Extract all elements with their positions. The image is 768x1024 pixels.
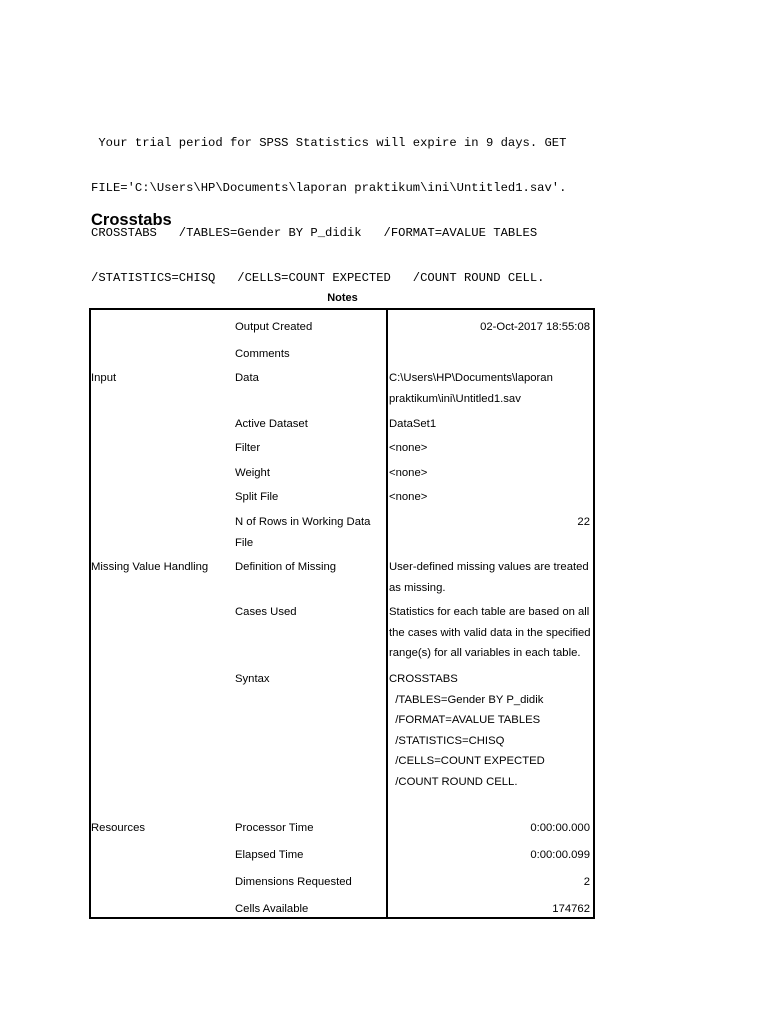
row-label — [235, 414, 383, 435]
row-label-line: Filter — [235, 442, 261, 454]
row-label-line: Cases Used — [235, 606, 297, 618]
row-value — [389, 317, 590, 338]
row-label — [235, 899, 383, 920]
row-label-line: Syntax — [235, 673, 270, 685]
syntax-log — [91, 106, 611, 301]
row-label — [235, 317, 383, 338]
row-label-line: Split File — [235, 491, 279, 503]
row-label-line: File — [235, 536, 254, 549]
row-value — [389, 487, 590, 508]
row-label-line: Output Created — [235, 321, 313, 333]
log-line: FILE='C:\Users\HP\Documents\laporan praktikum\ini\Untitled1.sav'. — [91, 181, 567, 195]
row-label — [235, 344, 383, 365]
row-value-line: 02-Oct-2017 18:55:08 — [480, 321, 590, 333]
row-value — [389, 557, 590, 598]
row-label — [235, 602, 383, 623]
row-value-line: /COUNT ROUND CELL. — [389, 775, 518, 788]
log-line: /STATISTICS=CHISQ /CELLS=COUNT EXPECTED /COUNT ROUND CELL. — [91, 271, 545, 285]
row-label-line: Processor Time — [235, 822, 314, 834]
row-label — [235, 818, 383, 839]
row-value — [389, 602, 590, 664]
row-value-line: 22 — [577, 516, 590, 528]
row-group-label: Resources — [91, 822, 145, 834]
row-value-line: Statistics for each table are based on all — [389, 606, 590, 618]
row-value-line: <none> — [389, 442, 428, 454]
row-value-line: C:\Users\HP\Documents\laporan — [389, 372, 553, 384]
row-value-line: range(s) for all variables in each table. — [389, 647, 581, 660]
table-caption: Notes — [327, 292, 358, 304]
row-value-line: /FORMAT=AVALUE TABLES — [389, 714, 541, 727]
row-value — [389, 512, 590, 533]
row-value-line: /CELLS=COUNT EXPECTED — [389, 755, 545, 768]
row-label-line: Dimensions Requested — [235, 876, 352, 888]
row-label — [235, 438, 383, 459]
row-label — [235, 557, 383, 578]
row-label-line: Active Dataset — [235, 418, 308, 430]
log-line: Your trial period for SPSS Statistics will expire in 9 days. GET — [91, 136, 567, 150]
row-label-line: Cells Available — [235, 903, 309, 915]
row-value-line: <none> — [389, 467, 428, 479]
row-label — [235, 512, 383, 553]
row-value-line: 0:00:00.099 — [530, 849, 590, 861]
row-label-line: N of Rows in Working Data — [235, 516, 371, 528]
row-label — [235, 487, 383, 508]
row-value-line: User-defined missing values are treated — [389, 561, 589, 573]
row-value-line: /TABLES=Gender BY P_didik — [389, 693, 544, 706]
row-value-line: praktikum\ini\Untitled1.sav — [389, 392, 521, 405]
row-value-line: 174762 — [552, 903, 590, 915]
row-label — [235, 872, 383, 893]
row-label-line: Weight — [235, 467, 270, 479]
row-value-line: /STATISTICS=CHISQ — [389, 734, 505, 747]
row-label — [235, 845, 383, 866]
row-value — [389, 368, 590, 409]
notes-table — [89, 308, 595, 919]
row-label — [235, 368, 383, 389]
row-label — [235, 463, 383, 484]
row-value-line: <none> — [389, 491, 428, 503]
row-value — [389, 669, 590, 793]
row-value — [389, 438, 590, 459]
row-value-line: 0:00:00.000 — [530, 822, 590, 834]
row-group-label: Missing Value Handling — [91, 561, 209, 573]
row-value — [389, 845, 590, 866]
row-value-line: 2 — [583, 876, 590, 888]
row-label-line: Elapsed Time — [235, 849, 304, 861]
row-label — [235, 669, 383, 690]
row-value — [389, 899, 590, 920]
row-label-line: Data — [235, 372, 259, 384]
row-value-line: the cases with valid data in the specified — [389, 626, 591, 639]
row-label-line: Definition of Missing — [235, 561, 337, 573]
row-value — [389, 872, 590, 893]
section-heading: Crosstabs — [91, 211, 172, 229]
row-value — [389, 818, 590, 839]
row-value-line: CROSSTABS — [389, 673, 458, 685]
column-divider — [386, 310, 388, 917]
log-line: CROSSTABS /TABLES=Gender BY P_didik /FORMAT=AVALUE TABLES — [91, 226, 538, 240]
row-group-label: Input — [91, 372, 117, 384]
row-value — [389, 463, 590, 484]
row-value-line: DataSet1 — [389, 418, 437, 430]
row-value — [389, 414, 590, 435]
row-label-line: Comments — [235, 348, 290, 360]
row-value-line: as missing. — [389, 581, 446, 594]
